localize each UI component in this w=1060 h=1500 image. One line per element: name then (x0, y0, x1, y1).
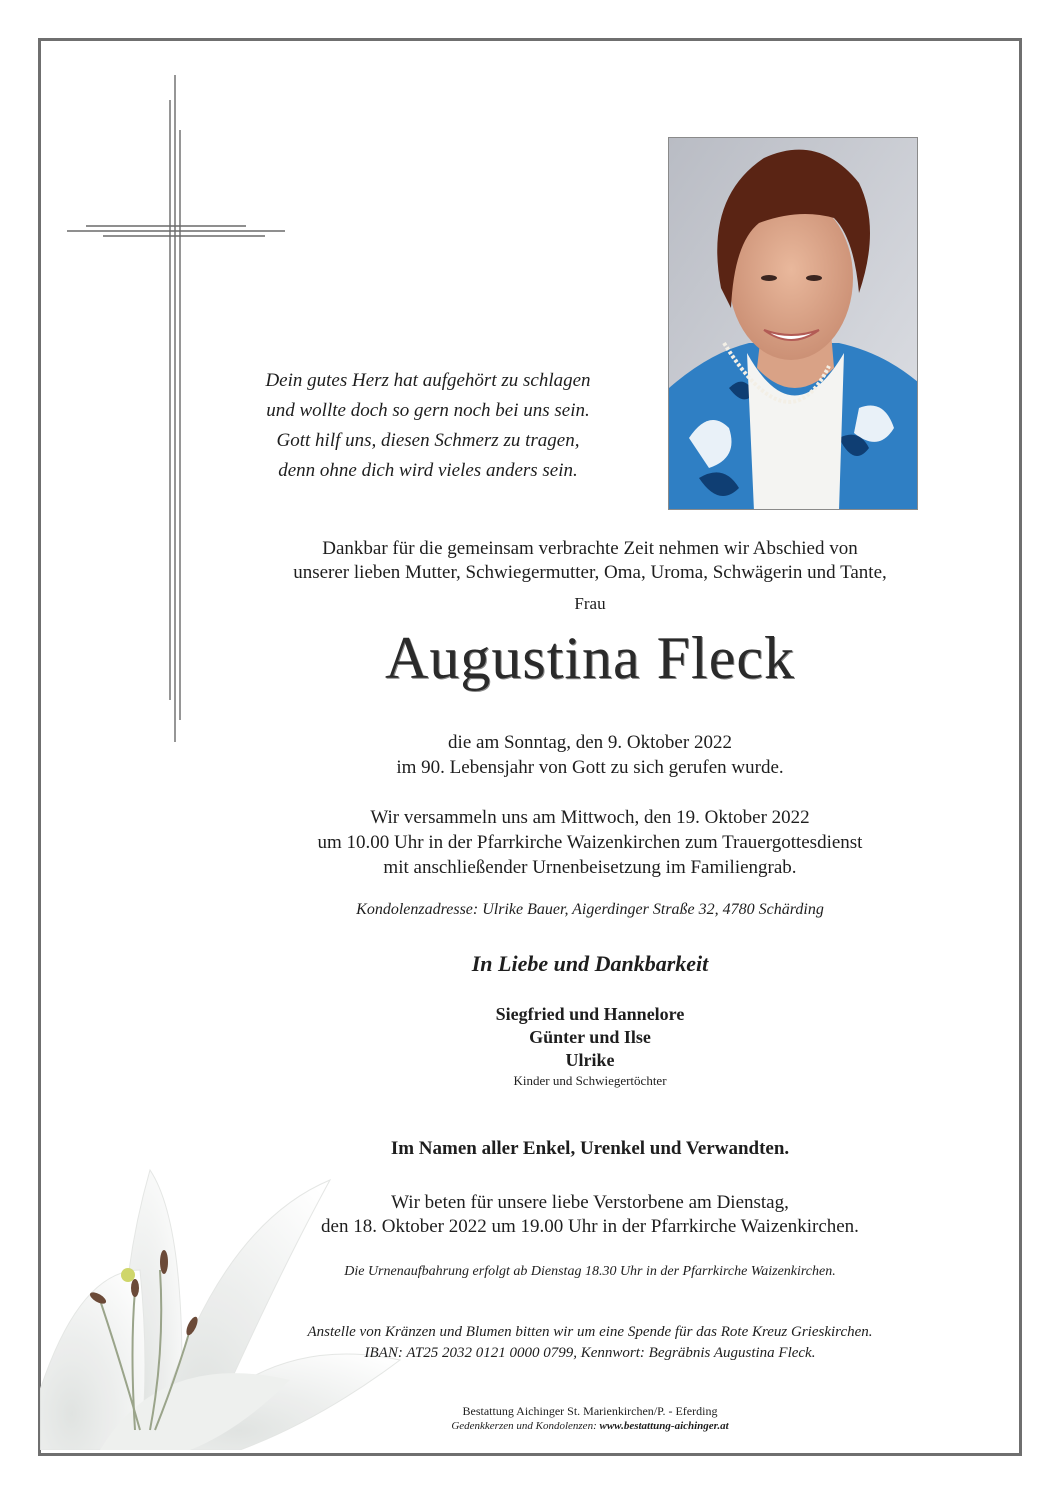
family-names (440, 1003, 740, 1072)
donation-line: IBAN: AT25 2032 0121 0000 0799, Kennwort: Begräbnis Augustina Fleck. (364, 1345, 816, 1361)
service-line: Wir versammeln uns am Mittwoch, den 19. Oktober 2022 (370, 807, 810, 828)
closing-phrase: In Liebe und Dankbarkeit (471, 951, 709, 976)
family-name: Günter und Ilse (529, 1027, 651, 1047)
poem-line: Gott hilf uns, diesen Schmerz zu tragen, (276, 430, 580, 451)
poem-line: Dein gutes Herz hat aufgehört zu schlagen (265, 370, 591, 391)
service-line: um 10.00 Uhr in der Pfarrkirche Waizenkirchen zum Trauergottesdienst (317, 832, 863, 853)
poem-line: denn ohne dich wird vieles anders sein. (278, 460, 578, 481)
footer-web-link[interactable]: www.bestattung-aichinger.at (599, 1420, 729, 1432)
service-info (240, 805, 940, 880)
portrait-photo (668, 137, 918, 510)
death-line: die am Sonntag, den 9. Oktober 2022 (448, 732, 732, 753)
prayer-info (240, 1191, 940, 1239)
donation-info (240, 1322, 940, 1364)
death-line: im 90. Lebensjahr von Gott zu sich gerufen wurde. (396, 757, 784, 778)
intro-line: unserer lieben Mutter, Schwiegermutter, Oma, Uroma, Schwägerin und Tante, (293, 562, 887, 583)
poem-line: und wollte doch so gern noch bei uns sein. (266, 400, 590, 421)
urn-display-info: Die Urnenaufbahrung erfolgt ab Dienstag 18.30 Uhr in der Pfarrkirche Waizenkirchen. (344, 1264, 836, 1279)
intro-line: Dankbar für die gemeinsam verbrachte Zeit nehmen wir Abschied von (322, 538, 858, 559)
family-name: Ulrike (565, 1050, 615, 1070)
family-relation: Kinder und Schwiegertöchter (513, 1073, 667, 1088)
condolence-address: Kondolenzadresse: Ulrike Bauer, Aigerdinger Straße 32, 4780 Schärding (356, 901, 824, 918)
relatives-line: Im Namen aller Enkel, Urenkel und Verwandten. (390, 1138, 790, 1159)
poem (228, 366, 628, 486)
donation-line: Anstelle von Kränzen und Blumen bitten wir um eine Spende für das Rote Kreuz Grieskirchen. (307, 1324, 873, 1340)
service-line: mit anschließender Urnenbeisetzung im Familiengrab. (383, 857, 797, 878)
salutation: Frau (574, 594, 606, 613)
prayer-line: den 18. Oktober 2022 um 19.00 Uhr in der Pfarrkirche Waizenkirchen. (321, 1216, 859, 1237)
intro-text (240, 537, 940, 585)
death-info (290, 730, 890, 780)
prayer-line: Wir beten für unsere liebe Verstorbene am Dienstag, (391, 1192, 789, 1213)
family-name: Siegfried und Hannelore (495, 1004, 685, 1024)
funeral-home: Bestattung Aichinger St. Marienkirchen/P. - Eferding (462, 1404, 718, 1418)
footer-web-label: Gedenkkerzen und Kondolenzen: (451, 1420, 597, 1432)
footer-web (340, 1420, 840, 1432)
deceased-name: Augustina Fleck (385, 625, 795, 691)
